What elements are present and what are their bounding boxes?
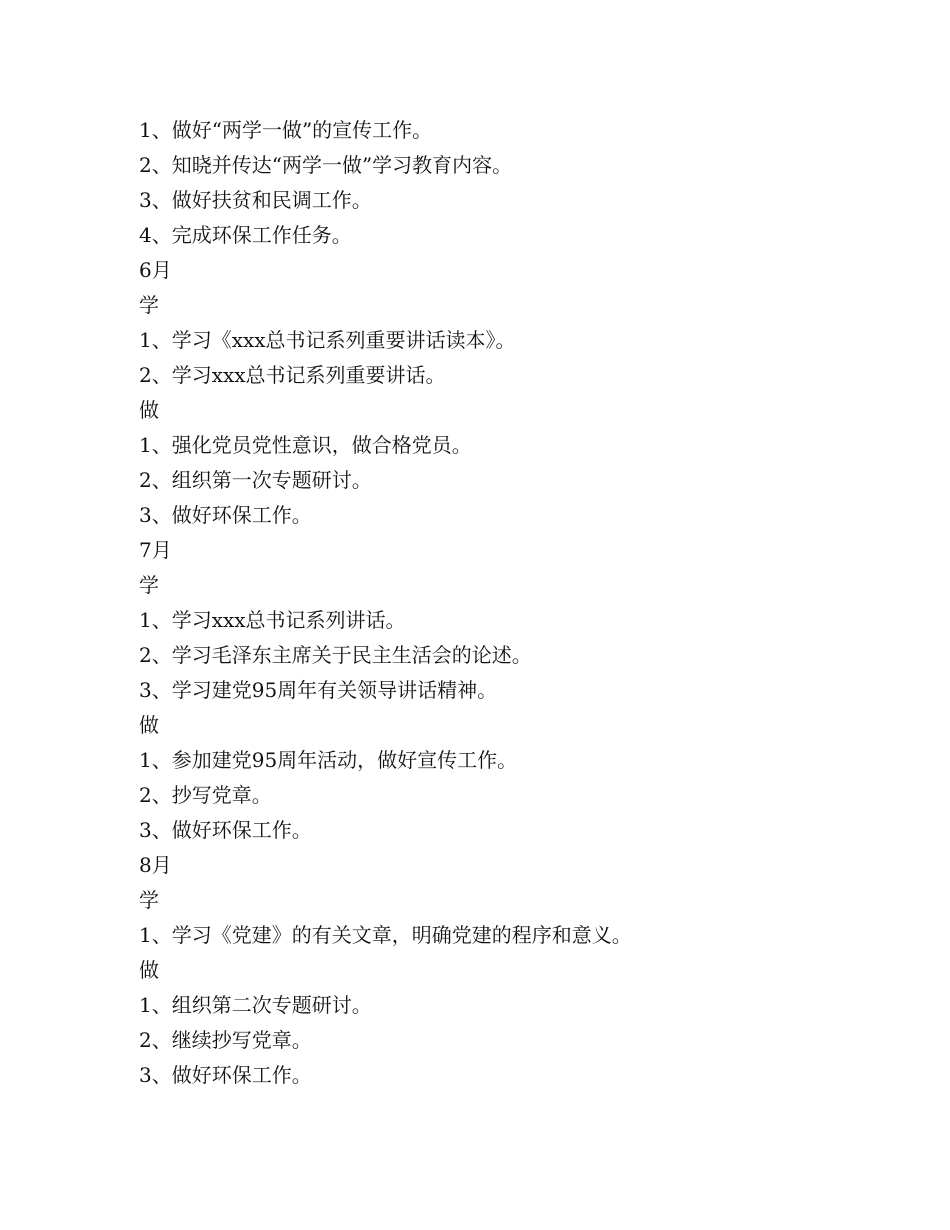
month-heading-june: 6月 [139, 258, 172, 282]
item-convey-education: 2、知晓并传达“两学一做”学习教育内容。 [139, 153, 513, 177]
item-study-reader: 1、学习《xxx总书记系列重要讲话读本》。 [139, 328, 516, 352]
month-heading-august: 8月 [139, 853, 172, 877]
section-heading-do: 做 [139, 713, 159, 737]
item-second-seminar: 1、组织第二次专题研讨。 [139, 993, 372, 1017]
section-heading-do: 做 [139, 398, 159, 422]
item-copy-constitution: 2、抄写党章。 [139, 783, 272, 807]
section-heading-do: 做 [139, 958, 159, 982]
item-poverty-survey: 3、做好扶贫和民调工作。 [139, 188, 372, 212]
item-continue-copy-constitution: 2、继续抄写党章。 [139, 1028, 312, 1052]
item-study-speeches: 2、学习xxx总书记系列重要讲话。 [139, 363, 446, 387]
item-party-awareness: 1、强化党员党性意识，做合格党员。 [139, 433, 472, 457]
section-heading-study: 学 [139, 888, 159, 912]
item-environment-work: 3、做好环保工作。 [139, 503, 312, 527]
item-study-anniversary-spirit: 3、学习建党95周年有关领导讲话精神。 [139, 678, 498, 702]
item-anniversary-activity: 1、参加建党95周年活动，做好宣传工作。 [139, 748, 518, 772]
item-study-mao-discourse: 2、学习毛泽东主席关于民主生活会的论述。 [139, 643, 532, 667]
item-environment-work: 3、做好环保工作。 [139, 1063, 312, 1087]
item-study-party-building: 1、学习《党建》的有关文章，明确党建的程序和意义。 [139, 923, 632, 947]
item-environment-task: 4、完成环保工作任务。 [139, 223, 352, 247]
section-heading-study: 学 [139, 573, 159, 597]
item-publicity: 1、做好“两学一做”的宣传工作。 [139, 118, 433, 142]
item-study-series-speeches: 1、学习xxx总书记系列讲话。 [139, 608, 406, 632]
item-environment-work: 3、做好环保工作。 [139, 818, 312, 842]
month-heading-july: 7月 [139, 538, 172, 562]
section-heading-study: 学 [139, 293, 159, 317]
item-first-seminar: 2、组织第一次专题研讨。 [139, 468, 372, 492]
document-body [139, 113, 839, 1093]
